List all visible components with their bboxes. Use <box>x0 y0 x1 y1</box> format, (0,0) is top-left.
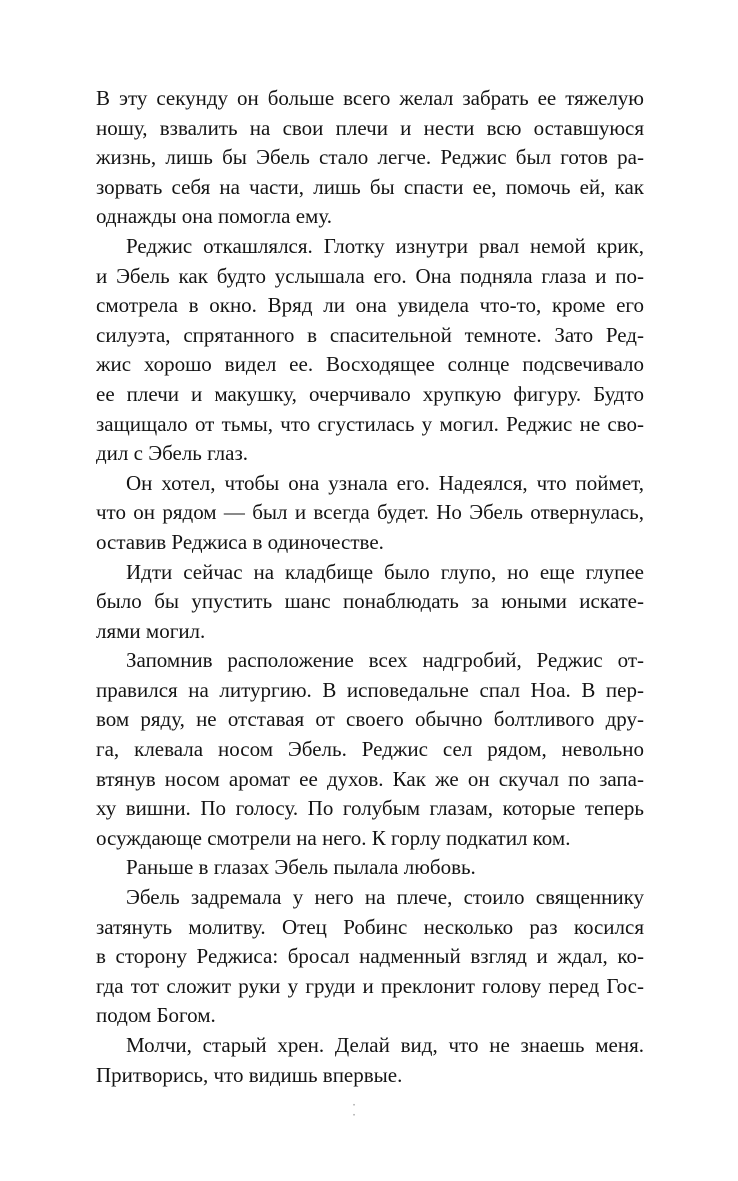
text-line: подом Богом. <box>96 1003 216 1028</box>
text-line: Молчи, старый хрен. Делай вид, что не знаешь меня. <box>126 1033 644 1057</box>
text-line: силуэта, спрятанного в спасительной темноте. Зато Ред- <box>96 322 644 347</box>
text-line: однажды она помогла ему. <box>96 204 332 229</box>
paragraph <box>96 232 644 469</box>
text-line: вом ряду, не отставая от своего обычно болтливого дру- <box>96 707 644 732</box>
text-line: га, клевала носом Эбель. Реджис сел рядом, невольно <box>96 737 644 762</box>
text-line: гда тот сложит руки у груди и преклонит голову перед Гос- <box>96 973 644 998</box>
text-line: Идти сейчас на кладбище было глупо, но еще глупее <box>126 559 644 584</box>
text-line: осуждающе смотрели на него. К горлу подкатил ком. <box>96 825 571 850</box>
text-line: смотрела в окно. Вряд ли она увидела что-то, кроме его <box>96 293 644 318</box>
paragraph <box>96 883 644 1031</box>
page-ornament: · · <box>352 1098 384 1122</box>
text-line: Запомнив расположение всех надгробий, Реджис от- <box>126 648 644 673</box>
text-line: оставив Реджиса в одиночестве. <box>96 529 384 554</box>
text-line: ху вишни. По голосу. По голубым глазам, которые теперь <box>96 796 644 821</box>
text-line: жизнь, лишь бы Эбель стало легче. Реджис был готов ра- <box>96 145 644 170</box>
paragraph <box>96 1031 644 1090</box>
text-line: Реджис откашлялся. Глотку изнутри рвал немой крик, <box>126 233 644 258</box>
text-line: В эту секунду он больше всего желал забрать ее тяжелую <box>96 86 644 110</box>
text-line: Эбель задремала у него на плече, стоило священнику <box>126 885 644 910</box>
text-line: в сторону Реджиса: бросал надменный взгляд и ждал, ко- <box>96 944 644 969</box>
text-line: втянув носом аромат ее духов. Как же он скучал по запа- <box>96 766 644 791</box>
text-line: Притворись, что видишь впервые. <box>96 1062 403 1087</box>
text-line: что он рядом — был и всегда будет. Но Эбель отвернулась, <box>96 500 644 525</box>
text-line: ношу, взвалить на свои плечи и нести всю оставшуюся <box>96 115 644 140</box>
paragraph <box>96 853 644 883</box>
text-line: Раньше в глазах Эбель пылала любовь. <box>126 855 476 880</box>
text-line: зорвать себя на части, лишь бы спасти ее, помочь ей, как <box>96 174 644 199</box>
text-line: защищало от тьмы, что сгустилась у могил. Реджис не сво- <box>96 411 644 436</box>
paragraph <box>96 84 644 232</box>
text-line: ее плечи и макушку, очерчивало хрупкую фигуру. Будто <box>96 381 644 406</box>
body-text <box>96 84 644 1090</box>
text-line: и Эбель как будто услышала его. Она подняла глаза и по- <box>96 263 644 288</box>
text-line: лями могил. <box>96 618 206 643</box>
text-line: затянуть молитву. Отец Робинс несколько раз косился <box>96 914 644 939</box>
text-line: дил с Эбель глаз. <box>96 441 249 466</box>
paragraph <box>96 558 644 647</box>
paragraph <box>96 469 644 558</box>
text-line: Он хотел, чтобы она узнала его. Надеялся, что поймет, <box>126 470 644 495</box>
text-line: правился на литургию. В исповедальне спал Ноа. В пер- <box>96 677 644 702</box>
paragraph <box>96 646 644 853</box>
text-line: было бы упустить шанс понаблюдать за юными искате- <box>96 589 644 614</box>
text-line: жис хорошо видел ее. Восходящее солнце подсвечивало <box>96 352 644 377</box>
